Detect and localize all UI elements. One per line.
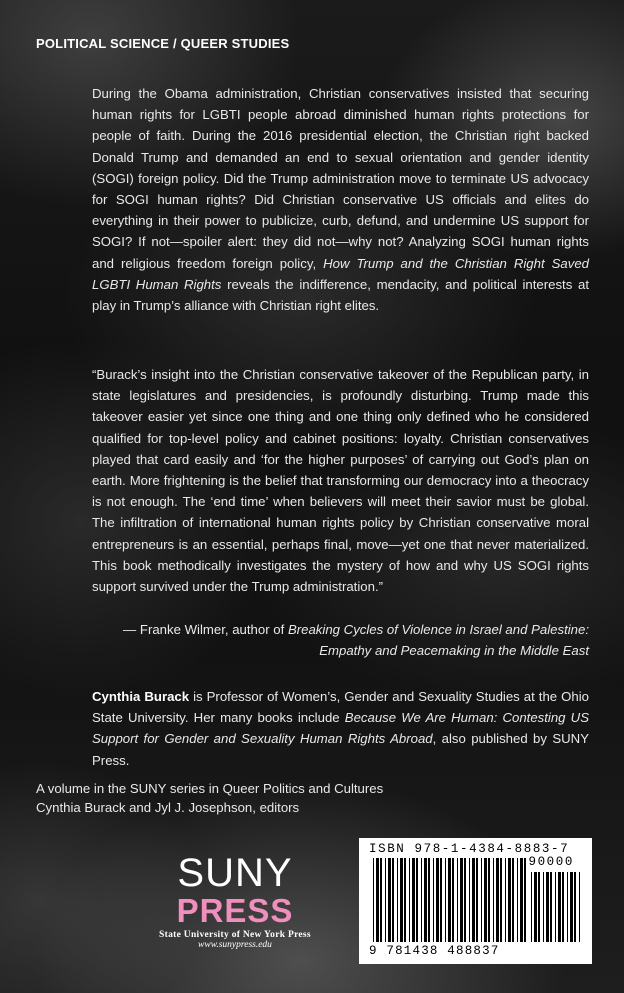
publisher-name: State University of New York Press	[159, 930, 311, 940]
barcode-bar	[436, 858, 439, 942]
barcode-bar	[460, 858, 463, 942]
author-bio	[92, 686, 589, 771]
description-text: During the Obama administration, Christian conservatives insisted that securing human rights for LGBTI people abroad diminished human rights protections for people of faith. During the 2016 presidential election, the Christian right backed Donald Trump and demanded an end to sexual orientation and gender identity (SOGI) foreign policy. Did the Trump administration move to terminate US advocacy for SOGI human rights? Did Christian conservative US officials and elites do everything in their power to publicize, curb, defund, and undermine US support for SOGI? If not—spoiler alert: they did not—why not? Analyzing SOGI human rights and religious freedom foreign policy,	[92, 86, 589, 271]
barcode-bar	[452, 858, 454, 942]
ean-digits: 9 781438 488837	[369, 944, 500, 958]
quote-attribution	[92, 619, 589, 661]
barcode-bar	[550, 872, 552, 942]
barcode-bar	[508, 858, 511, 942]
endorsement-quote	[92, 364, 589, 597]
barcode-bar	[567, 872, 568, 942]
barcode-bar	[457, 858, 458, 942]
barcode-bar	[380, 858, 382, 942]
attribution-book-subtitle: Empathy and Peacemaking in the Middle East	[319, 643, 589, 659]
barcode-bar	[469, 858, 470, 942]
price-code: 90000	[528, 855, 574, 869]
barcode-bar	[543, 872, 544, 942]
book-description	[92, 83, 589, 316]
barcode-bar	[416, 858, 418, 942]
series-line: A volume in the SUNY series in Queer Politics and Cultures	[36, 781, 384, 796]
barcode-bar	[409, 858, 410, 942]
barcode-bar	[488, 858, 490, 942]
bio-text: is Professor of Women’s, Gender and Sexuality Studies at the Ohio State University. Her many books include	[92, 689, 589, 726]
barcode-bar	[428, 858, 430, 942]
barcode-bar	[570, 872, 573, 942]
attribution-book-title: Breaking Cycles of Violence in Israel and Palestine:	[287, 622, 589, 637]
barcode-bar	[562, 872, 564, 942]
barcode-bar	[524, 858, 526, 942]
author-name: Cynthia Burack	[92, 689, 190, 704]
barcode-bar	[448, 858, 451, 942]
barcode-bar	[500, 858, 502, 942]
barcode-bar	[421, 858, 422, 942]
barcode-bar	[388, 858, 391, 942]
barcode-bar	[538, 872, 540, 942]
publisher-logo	[155, 852, 315, 950]
barcode-bar	[397, 858, 398, 942]
barcode-bar	[440, 858, 442, 942]
isbn-barcode	[359, 838, 592, 964]
barcode-bar	[505, 858, 506, 942]
barcode-bar	[472, 858, 475, 942]
logo-press: PRESS	[176, 892, 294, 929]
barcode-bar	[558, 872, 561, 942]
barcode-bar	[531, 872, 532, 942]
barcode-bar	[484, 858, 487, 942]
isbn-label: ISBN 978-1-4384-8883-7	[369, 842, 570, 856]
category-label: POLITICAL SCIENCE / QUEER STUDIES	[36, 36, 290, 51]
barcode-bar	[476, 858, 478, 942]
quote-text: “Burack’s insight into the Christian conservative takeover of the Republican party, in state legislatures and presidencies, is profoundly disturbing. Trump made this takeover easier yet since one thing and one thing only defined who he considered qualified for top-level policy and cabinet positions: loyalty. Christian conservatives played that card easily and ‘for the higher purposes’ of carrying out God’s plan on earth. More frightening is the belief that transforming our democracy into a theocracy is not enough. The ‘end time’ when believers will meet their savior must be global. The infiltration of international human rights policy by Christian conservative moral entrepreneurs is an essential, perhaps final, move—yet one that never materialized. This book methodically investigates the mystery of how and why US SOGI rights support survived under the Trump administration.”	[92, 367, 589, 595]
bio-text-end: , also published by SUNY Press.	[92, 731, 589, 768]
series-editors: Cynthia Burack and Jyl J. Josephson, editors	[36, 800, 300, 815]
barcode-bar	[574, 872, 576, 942]
attribution-prefix: — Franke Wilmer, author of	[123, 622, 288, 637]
barcode-bar	[424, 858, 427, 942]
barcode-bar	[579, 872, 580, 942]
logo-suny: SUNY	[177, 851, 293, 895]
bio-book-title: Because We Are Human: Contesting US Support for Gender and Sexuality Human Rights Abroad	[92, 710, 589, 747]
book-title: How Trump and the Christian Right Saved LGBTI Human Rights	[92, 255, 589, 292]
barcode-bar	[392, 858, 394, 942]
barcode-bar	[464, 858, 466, 942]
description-text-end: reveals the indifference, mendacity, and political interests at play in Trump’s alliance with Christian right elites.	[92, 276, 589, 314]
barcode-bar	[400, 858, 403, 942]
barcode-bar	[376, 858, 379, 942]
series-note	[36, 779, 383, 817]
barcode-bar	[433, 858, 434, 942]
barcode-bar	[496, 858, 499, 942]
barcode-bar	[412, 858, 415, 942]
publisher-url: www.sunypress.edu	[198, 940, 272, 950]
barcode-bar	[534, 872, 537, 942]
barcode-bar	[404, 858, 406, 942]
barcode-bar	[546, 872, 549, 942]
barcode-bar	[373, 858, 374, 942]
barcode-bar	[517, 858, 518, 942]
barcode-bar	[555, 872, 556, 942]
barcode-bar	[445, 858, 446, 942]
barcode-bar	[481, 858, 482, 942]
barcode-bar	[520, 858, 523, 942]
barcode-bar	[493, 858, 494, 942]
barcode-bar	[385, 858, 386, 942]
barcode-bar	[512, 858, 514, 942]
